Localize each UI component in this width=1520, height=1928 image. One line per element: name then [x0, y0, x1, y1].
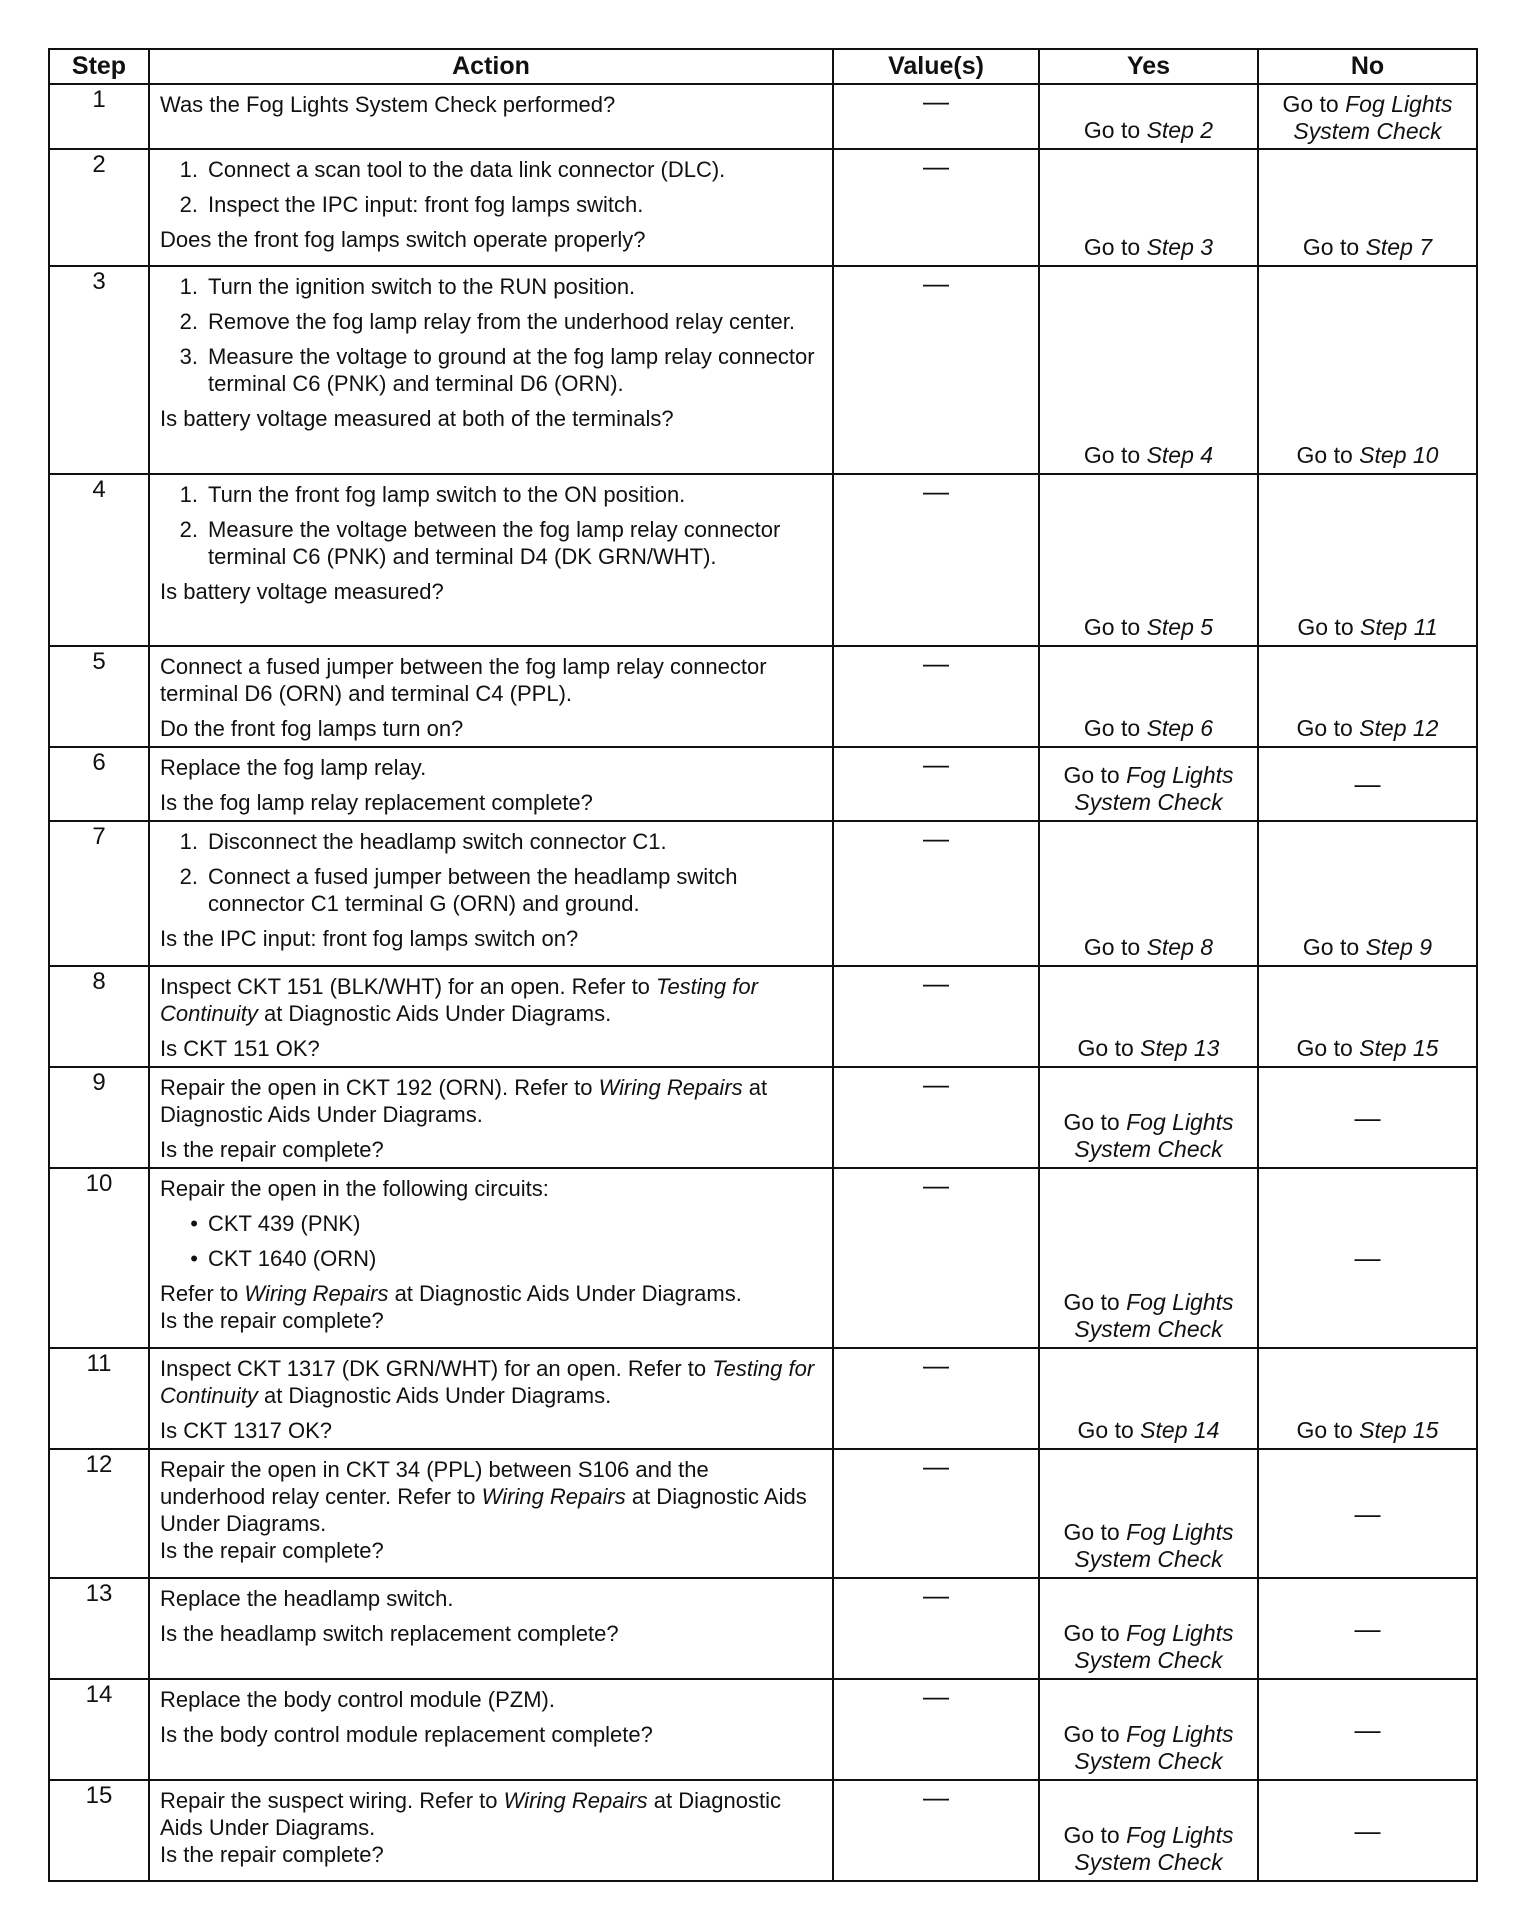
step-number: 14	[49, 1679, 149, 1780]
goto-step-link[interactable]: Go to Step 6	[1083, 715, 1214, 741]
goto-fog-lights-system-check-link[interactable]: Go to Fog Lights System Check	[1063, 1289, 1234, 1342]
header-values: Value(s)	[833, 49, 1039, 84]
action-question: Is CKT 1317 OK?	[160, 1418, 333, 1443]
reference-link[interactable]: Wiring Repairs	[503, 1788, 648, 1813]
yes-cell	[1039, 266, 1258, 474]
reference-link[interactable]: Testing for Continuity	[160, 974, 758, 1026]
no-dash: —	[1354, 1613, 1381, 1643]
action-question: Is the body control module replacement complete?	[160, 1722, 653, 1747]
reference-link[interactable]: Testing for Continuity	[160, 1356, 815, 1408]
step-number: 5	[49, 646, 149, 747]
header-step: Step	[49, 49, 149, 84]
no-cell	[1258, 1578, 1477, 1679]
yes-cell	[1039, 84, 1258, 149]
no-cell	[1258, 84, 1477, 149]
no-dash: —	[1354, 1815, 1381, 1845]
list-item: 2. Connect a fused jumper between the headlamp switch connector C1 terminal G (ORN) and ground.	[179, 864, 738, 916]
action-question: Is the repair complete?	[160, 1137, 384, 1162]
step-row-1	[49, 84, 1477, 149]
goto-step-link[interactable]: Go to Step 15	[1296, 1417, 1439, 1443]
no-dash: —	[1354, 1714, 1381, 1744]
step-number: 9	[49, 1067, 149, 1168]
goto-step-link[interactable]: Go to Step 13	[1077, 1035, 1220, 1061]
no-dash: —	[1354, 1498, 1381, 1528]
no-cell	[1258, 1449, 1477, 1578]
list-item: 1. Turn the ignition switch to the RUN position.	[179, 274, 636, 299]
value-cell: —	[833, 266, 1039, 474]
value-cell: —	[833, 149, 1039, 266]
goto-fog-lights-system-check-link[interactable]: Go to Fog Lights System Check	[1063, 762, 1234, 815]
action-text: Repair the open in CKT 192 (ORN). Refer to Wiring Repairs at Diagnostic Aids Under Diagrams.	[160, 1075, 768, 1127]
step-row-10	[49, 1168, 1477, 1348]
yes-cell	[1039, 1348, 1258, 1449]
no-cell	[1258, 1348, 1477, 1449]
step-number: 13	[49, 1578, 149, 1679]
no-cell	[1258, 1168, 1477, 1348]
header-yes: Yes	[1039, 49, 1258, 84]
list-item: 2. Remove the fog lamp relay from the underhood relay center.	[179, 309, 795, 334]
action-question: Is battery voltage measured at both of the terminals?	[160, 406, 674, 431]
action-cell	[149, 966, 833, 1067]
yes-cell	[1039, 149, 1258, 266]
action-question: Does the front fog lamps switch operate properly?	[160, 227, 646, 252]
action-question: Is the IPC input: front fog lamps switch on?	[160, 926, 579, 951]
header-row	[49, 49, 1477, 84]
yes-cell	[1039, 474, 1258, 646]
step-row-15	[49, 1780, 1477, 1881]
list-item: 2. Inspect the IPC input: front fog lamps switch.	[179, 192, 644, 217]
value-cell: —	[833, 1067, 1039, 1168]
value-cell: —	[833, 1780, 1039, 1881]
action-text: Replace the body control module (PZM).	[160, 1687, 555, 1712]
step-number: 3	[49, 266, 149, 474]
action-cell	[149, 84, 833, 149]
step-row-12	[49, 1449, 1477, 1578]
goto-fog-lights-system-check-link[interactable]: Go to Fog Lights System Check	[1063, 1620, 1234, 1673]
action-question: Is the headlamp switch replacement complete?	[160, 1621, 619, 1646]
action-cell	[149, 747, 833, 821]
action-question: Is the fog lamp relay replacement complete?	[160, 790, 593, 815]
action-cell	[149, 1168, 833, 1348]
step-row-14	[49, 1679, 1477, 1780]
yes-cell	[1039, 1449, 1258, 1578]
action-question: Is the repair complete?	[160, 1308, 384, 1333]
action-text: Repair the suspect wiring. Refer to Wiring Repairs at Diagnostic Aids Under Diagrams.	[160, 1788, 781, 1840]
action-text: Refer to Wiring Repairs at Diagnostic Aids Under Diagrams.	[160, 1281, 742, 1306]
action-question: Do the front fog lamps turn on?	[160, 716, 464, 741]
value-cell: —	[833, 1578, 1039, 1679]
goto-step-link[interactable]: Go to Step 2	[1083, 117, 1214, 143]
header-no: No	[1258, 49, 1477, 84]
yes-cell	[1039, 747, 1258, 821]
value-cell: —	[833, 1679, 1039, 1780]
action-question: Is CKT 151 OK?	[160, 1036, 320, 1061]
no-dash: —	[1354, 1242, 1381, 1273]
no-cell	[1258, 646, 1477, 747]
list-item: 1. Turn the front fog lamp switch to the ON position.	[179, 482, 686, 507]
step-row-4	[49, 474, 1477, 646]
value-cell: —	[833, 1168, 1039, 1348]
action-cell	[149, 1679, 833, 1780]
step-row-13	[49, 1578, 1477, 1679]
no-dash: —	[1354, 1102, 1381, 1132]
yes-cell	[1039, 646, 1258, 747]
goto-fog-lights-system-check-link[interactable]: Go to Fog Lights System Check	[1063, 1519, 1234, 1572]
value-cell: —	[833, 1348, 1039, 1449]
yes-cell	[1039, 1067, 1258, 1168]
no-cell	[1258, 266, 1477, 474]
goto-fog-lights-system-check-link[interactable]: Go to Fog Lights System Check	[1063, 1721, 1234, 1774]
goto-step-link[interactable]: Go to Step 14	[1077, 1417, 1220, 1443]
reference-link[interactable]: Wiring Repairs	[481, 1484, 626, 1509]
list-item: 2. Measure the voltage between the fog lamp relay connector terminal C6 (PNK) and terminal D4 (DK GRN/WHT).	[179, 517, 781, 569]
action-question: Is battery voltage measured?	[160, 579, 444, 604]
step-number: 10	[49, 1168, 149, 1348]
step-row-9	[49, 1067, 1477, 1168]
diagnostic-table	[48, 48, 1478, 1882]
action-cell	[149, 266, 833, 474]
step-row-5	[49, 646, 1477, 747]
goto-step-link[interactable]: Go to Step 7	[1302, 234, 1433, 260]
goto-step-link[interactable]: Go to Step 5	[1083, 614, 1214, 640]
no-cell	[1258, 747, 1477, 821]
value-cell: —	[833, 646, 1039, 747]
action-cell	[149, 1780, 833, 1881]
value-cell: —	[833, 474, 1039, 646]
no-cell	[1258, 1679, 1477, 1780]
bullet-item: • CKT 1640 (ORN)	[190, 1246, 377, 1271]
goto-step-link[interactable]: Go to Step 11	[1297, 614, 1438, 640]
step-number: 11	[49, 1348, 149, 1449]
action-question: Was the Fog Lights System Check performed?	[160, 92, 616, 117]
no-cell	[1258, 1780, 1477, 1881]
yes-cell	[1039, 1168, 1258, 1348]
step-row-11	[49, 1348, 1477, 1449]
action-text: Inspect CKT 151 (BLK/WHT) for an open. Refer to Testing for Continuity at Diagnostic Aids Under Diagrams.	[160, 974, 758, 1026]
no-cell	[1258, 474, 1477, 646]
step-number: 12	[49, 1449, 149, 1578]
action-cell	[149, 1348, 833, 1449]
step-row-8	[49, 966, 1477, 1067]
step-row-7	[49, 821, 1477, 966]
value-cell: —	[833, 1449, 1039, 1578]
value-cell: —	[833, 747, 1039, 821]
goto-step-link[interactable]: Go to Step 9	[1302, 934, 1433, 960]
action-cell	[149, 474, 833, 646]
goto-step-link[interactable]: Go to Step 15	[1296, 1035, 1439, 1061]
action-question: Is the repair complete?	[160, 1842, 384, 1867]
yes-cell	[1039, 821, 1258, 966]
action-cell	[149, 646, 833, 747]
goto-fog-lights-system-check-link[interactable]: Go to Fog Lights System Check	[1282, 91, 1453, 144]
action-text: Repair the open in CKT 34 (PPL) between S106 and the underhood relay center. Refer to Wiring Repairs at Diagnostic Aids Under Diagrams.	[160, 1457, 807, 1536]
value-cell: —	[833, 84, 1039, 149]
goto-fog-lights-system-check-link[interactable]: Go to Fog Lights System Check	[1063, 1822, 1234, 1875]
step-row-3	[49, 266, 1477, 474]
no-dash: —	[1354, 768, 1381, 799]
list-item: 1. Disconnect the headlamp switch connector C1.	[179, 829, 667, 854]
no-cell	[1258, 966, 1477, 1067]
step-row-2	[49, 149, 1477, 266]
list-item: 1. Connect a scan tool to the data link connector (DLC).	[179, 157, 726, 182]
reference-link[interactable]: Wiring Repairs	[244, 1281, 389, 1306]
no-cell	[1258, 149, 1477, 266]
goto-step-link[interactable]: Go to Step 8	[1083, 934, 1214, 960]
yes-cell	[1039, 966, 1258, 1067]
action-text: Inspect CKT 1317 (DK GRN/WHT) for an open. Refer to Testing for Continuity at Diagnostic Aids Under Diagrams.	[160, 1356, 815, 1408]
step-number: 2	[49, 149, 149, 266]
yes-cell	[1039, 1780, 1258, 1881]
goto-fog-lights-system-check-link[interactable]: Go to Fog Lights System Check	[1063, 1109, 1234, 1162]
action-cell	[149, 1578, 833, 1679]
list-item: 3. Measure the voltage to ground at the fog lamp relay connector terminal C6 (PNK) and terminal D6 (ORN).	[179, 344, 815, 396]
action-text: Replace the headlamp switch.	[160, 1586, 454, 1611]
action-cell	[149, 1067, 833, 1168]
step-number: 6	[49, 747, 149, 821]
step-number: 15	[49, 1780, 149, 1881]
step-number: 1	[49, 84, 149, 149]
step-number: 4	[49, 474, 149, 646]
header-action: Action	[149, 49, 833, 84]
yes-cell	[1039, 1679, 1258, 1780]
action-cell	[149, 821, 833, 966]
goto-step-link[interactable]: Go to Step 10	[1296, 442, 1439, 468]
step-number: 8	[49, 966, 149, 1067]
step-row-6	[49, 747, 1477, 821]
action-text: Replace the fog lamp relay.	[160, 755, 427, 780]
no-cell	[1258, 1067, 1477, 1168]
action-cell	[149, 1449, 833, 1578]
action-text: Connect a fused jumper between the fog lamp relay connector terminal D6 (ORN) and terminal C4 (PPL).	[160, 654, 767, 706]
bullet-item: • CKT 439 (PNK)	[190, 1211, 361, 1236]
action-cell	[149, 149, 833, 266]
action-question: Is the repair complete?	[160, 1538, 384, 1563]
value-cell: —	[833, 821, 1039, 966]
no-cell	[1258, 821, 1477, 966]
reference-link[interactable]: Wiring Repairs	[598, 1075, 743, 1100]
action-text: Repair the open in the following circuits:	[160, 1176, 549, 1201]
yes-cell	[1039, 1578, 1258, 1679]
goto-step-link[interactable]: Go to Step 3	[1083, 234, 1214, 260]
step-number: 7	[49, 821, 149, 966]
value-cell: —	[833, 966, 1039, 1067]
goto-step-link[interactable]: Go to Step 12	[1296, 715, 1439, 741]
goto-step-link[interactable]: Go to Step 4	[1083, 442, 1214, 468]
